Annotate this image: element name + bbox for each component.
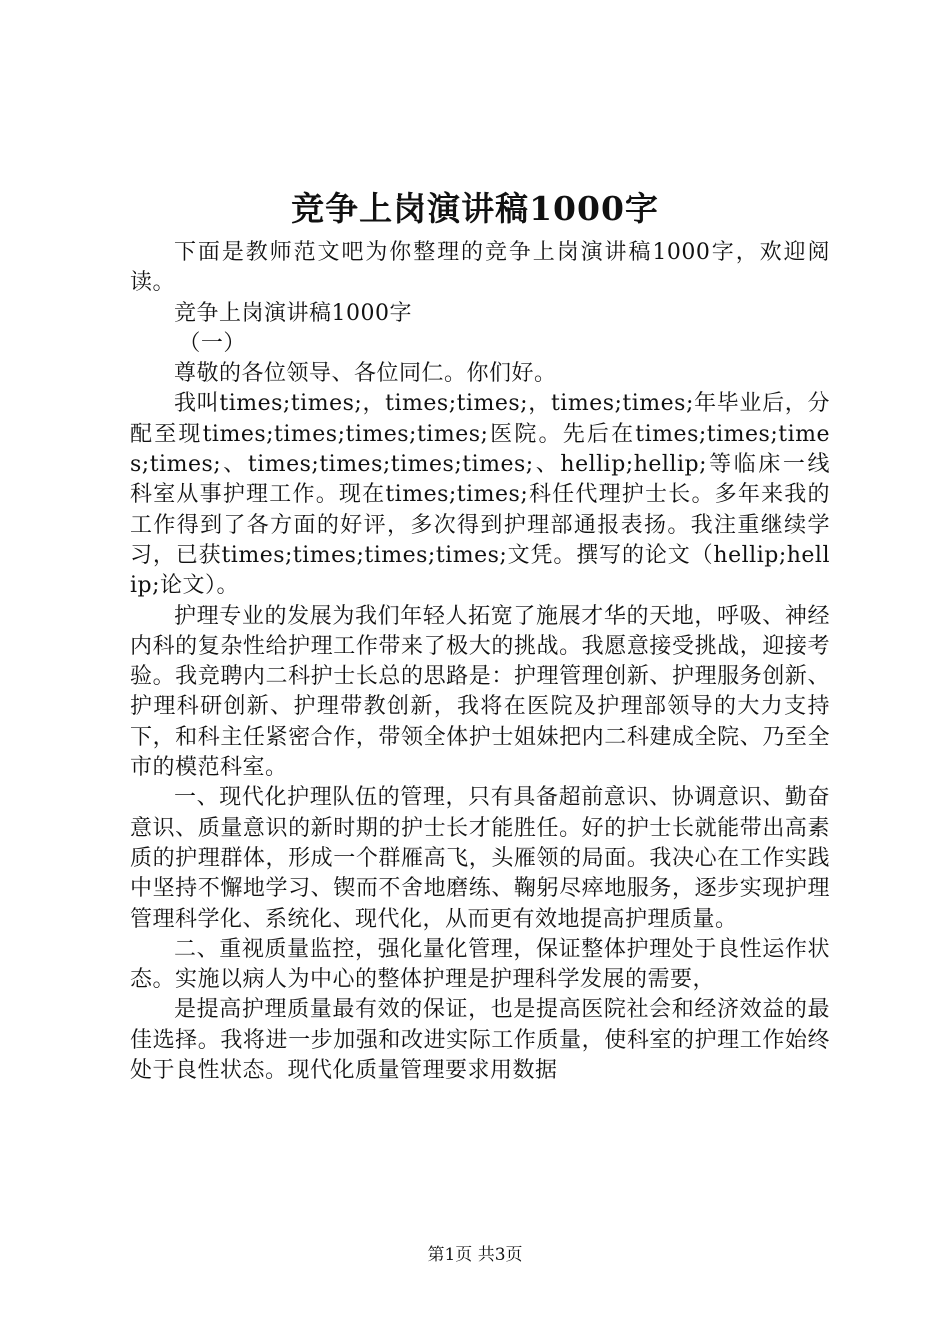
document-body — [130, 238, 830, 1086]
paragraph-self-introduction: 我叫times;times;，times;times;，times;times;年毕业后，分配至现times;times;times;times;医院。先后在times;times;times;times;、times;times;times;times;、hellip;hellip;等临床一线科室从事护理工作。现在times;times;科任代理护士长。多年来我的工作得到了各方面的好评，多次得到护理部通报表扬。我注重继续学习，已获times;times;times;times;文凭。撰写的论文（hellip;hellip;论文）。 — [130, 391, 830, 599]
paragraph-point-two-continued: 是提高护理质量最有效的保证，也是提高医院社会和经济效益的最佳选择。我将进一步加强和改进实际工作质量，使科室的护理工作始终处于良性状态。现代化质量管理要求用数据 — [130, 997, 830, 1084]
paragraph-point-two: 二、重视质量监控，强化量化管理，保证整体护理处于良性运作状态。实施以病人为中心的整体护理是护理科学发展的需要， — [130, 936, 830, 993]
document-title: 竞争上岗演讲稿1000字 — [291, 189, 659, 228]
paragraph-subtitle: 竞争上岗演讲稿1000字 — [174, 300, 412, 326]
paragraph-section-number: （一） — [178, 330, 246, 356]
page-footer: 第1页 共3页 — [427, 1245, 523, 1265]
paragraph-career-vision: 护理专业的发展为我们年轻人拓宽了施展才华的天地，呼吸、神经内科的复杂性给护理工作带来了极大的挑战。我愿意接受挑战，迎接考验。我竞聘内二科护士长总的思路是：护理管理创新、护理服务创新、护理科研创新、护理带教创新，我将在医院及护理部领导的大力支持下，和科主任紧密合作，带领全体护士姐妹把内二科建成全院、乃至全市的模范科室。 — [130, 603, 830, 781]
paragraph-intro: 下面是教师范文吧为你整理的竞争上岗演讲稿1000字，欢迎阅读。 — [130, 240, 830, 296]
paragraph-point-one: 一、现代化护理队伍的管理，只有具备超前意识、协调意识、勤奋意识、质量意识的新时期的护士长才能胜任。好的护士长就能带出高素质的护理群体，形成一个群雁高飞，头雁领的局面。我决心在工作实践中坚持不懈地学习、锲而不舍地磨练、鞠躬尽瘁地服务，逐步实现护理管理科学化、系统化、现代化，从而更有效地提高护理质量。 — [130, 785, 830, 932]
paragraph-greeting: 尊敬的各位领导、各位同仁。你们好。 — [174, 361, 557, 387]
